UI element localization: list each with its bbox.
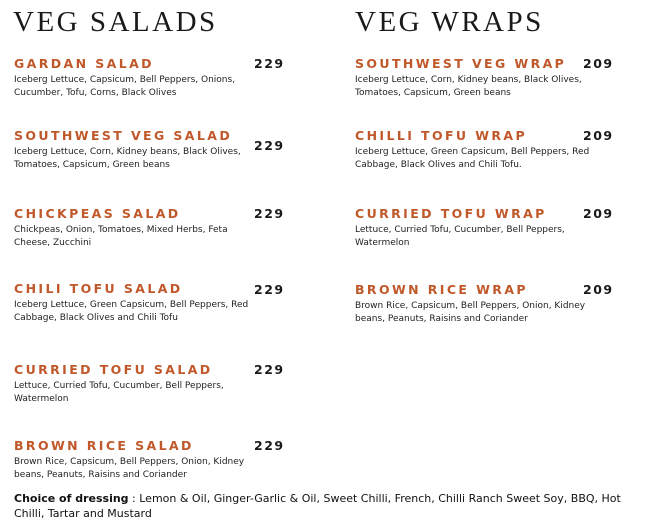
menu-item-gardan-salad bbox=[14, 56, 252, 99]
item-description: Iceberg Lettuce, Green Capsicum, Bell Peppers, Red Cabbage, Black Olives and Chili Tofu bbox=[14, 300, 249, 323]
menu-item-brown-rice-wrap bbox=[355, 282, 593, 325]
item-name: SOUTHWEST VEG WRAP bbox=[355, 56, 567, 71]
dressing-label: Choice of dressing bbox=[14, 492, 129, 505]
item-description: Brown Rice, Capsicum, Bell Peppers, Onion, Kidney beans, Peanuts, Raisins and Coriander bbox=[14, 457, 245, 480]
menu-item-chickpeas-salad bbox=[14, 206, 252, 249]
menu-item-curried-tofu-salad bbox=[14, 362, 252, 405]
item-description: Iceberg Lettuce, Green Capsicum, Bell Peppers, Red Cabbage, Black Olives and Chili Tofu. bbox=[355, 147, 590, 170]
item-name: CURRIED TOFU WRAP bbox=[355, 206, 547, 221]
menu-item-brown-rice-salad bbox=[14, 438, 252, 481]
item-price: 229 bbox=[254, 362, 285, 377]
item-description: Lettuce, Curried Tofu, Cucumber, Bell Peppers, Watermelon bbox=[355, 225, 565, 248]
item-name: CHICKPEAS SALAD bbox=[14, 206, 181, 221]
dressing-note bbox=[14, 491, 646, 521]
item-price: 229 bbox=[254, 56, 285, 71]
item-price: 209 bbox=[583, 128, 614, 143]
item-price: 209 bbox=[583, 206, 614, 221]
item-name: GARDAN SALAD bbox=[14, 56, 154, 71]
dressing-options: : Lemon & Oil, Ginger-Garlic & Oil, Sweet Chilli, French, Chilli Ranch Sweet Soy, BBQ, Hot Chilli, Tartar and Mustard bbox=[14, 492, 621, 520]
veg-salads-heading: VEG SALADS bbox=[13, 6, 218, 38]
veg-wraps-heading: VEG WRAPS bbox=[355, 6, 544, 38]
item-name: BROWN RICE WRAP bbox=[355, 282, 528, 297]
item-description: Iceberg Lettuce, Corn, Kidney beans, Black Olives, Tomatoes, Capsicum, Green beans bbox=[355, 75, 582, 98]
item-name: SOUTHWEST VEG SALAD bbox=[14, 128, 233, 143]
item-price: 229 bbox=[254, 438, 285, 453]
item-name: CHILLI TOFU WRAP bbox=[355, 128, 528, 143]
menu-item-curried-tofu-wrap bbox=[355, 206, 593, 249]
item-name: CHILI TOFU SALAD bbox=[14, 281, 183, 296]
item-price: 209 bbox=[583, 56, 614, 71]
item-description: Iceberg Lettuce, Corn, Kidney beans, Black Olives, Tomatoes, Capsicum, Green beans bbox=[14, 147, 241, 170]
item-name: BROWN RICE SALAD bbox=[14, 438, 194, 453]
menu-item-chilli-tofu-wrap bbox=[355, 128, 593, 171]
menu-item-southwest-veg-salad bbox=[14, 128, 252, 171]
menu-item-southwest-veg-wrap bbox=[355, 56, 593, 99]
item-description: Brown Rice, Capsicum, Bell Peppers, Onion, Kidney beans, Peanuts, Raisins and Coriander bbox=[355, 301, 586, 324]
item-description: Lettuce, Curried Tofu, Cucumber, Bell Peppers, Watermelon bbox=[14, 381, 224, 404]
item-description: Chickpeas, Onion, Tomatoes, Mixed Herbs, Feta Cheese, Zucchini bbox=[14, 225, 228, 248]
item-name: CURRIED TOFU SALAD bbox=[14, 362, 213, 377]
item-price: 229 bbox=[254, 282, 285, 297]
item-price: 209 bbox=[583, 282, 614, 297]
item-price: 229 bbox=[254, 206, 285, 221]
item-price: 229 bbox=[254, 138, 285, 153]
menu-item-chili-tofu-salad bbox=[14, 281, 252, 324]
item-description: Iceberg Lettuce, Capsicum, Bell Peppers, Onions, Cucumber, Tofu, Corns, Black Olives bbox=[14, 75, 236, 98]
